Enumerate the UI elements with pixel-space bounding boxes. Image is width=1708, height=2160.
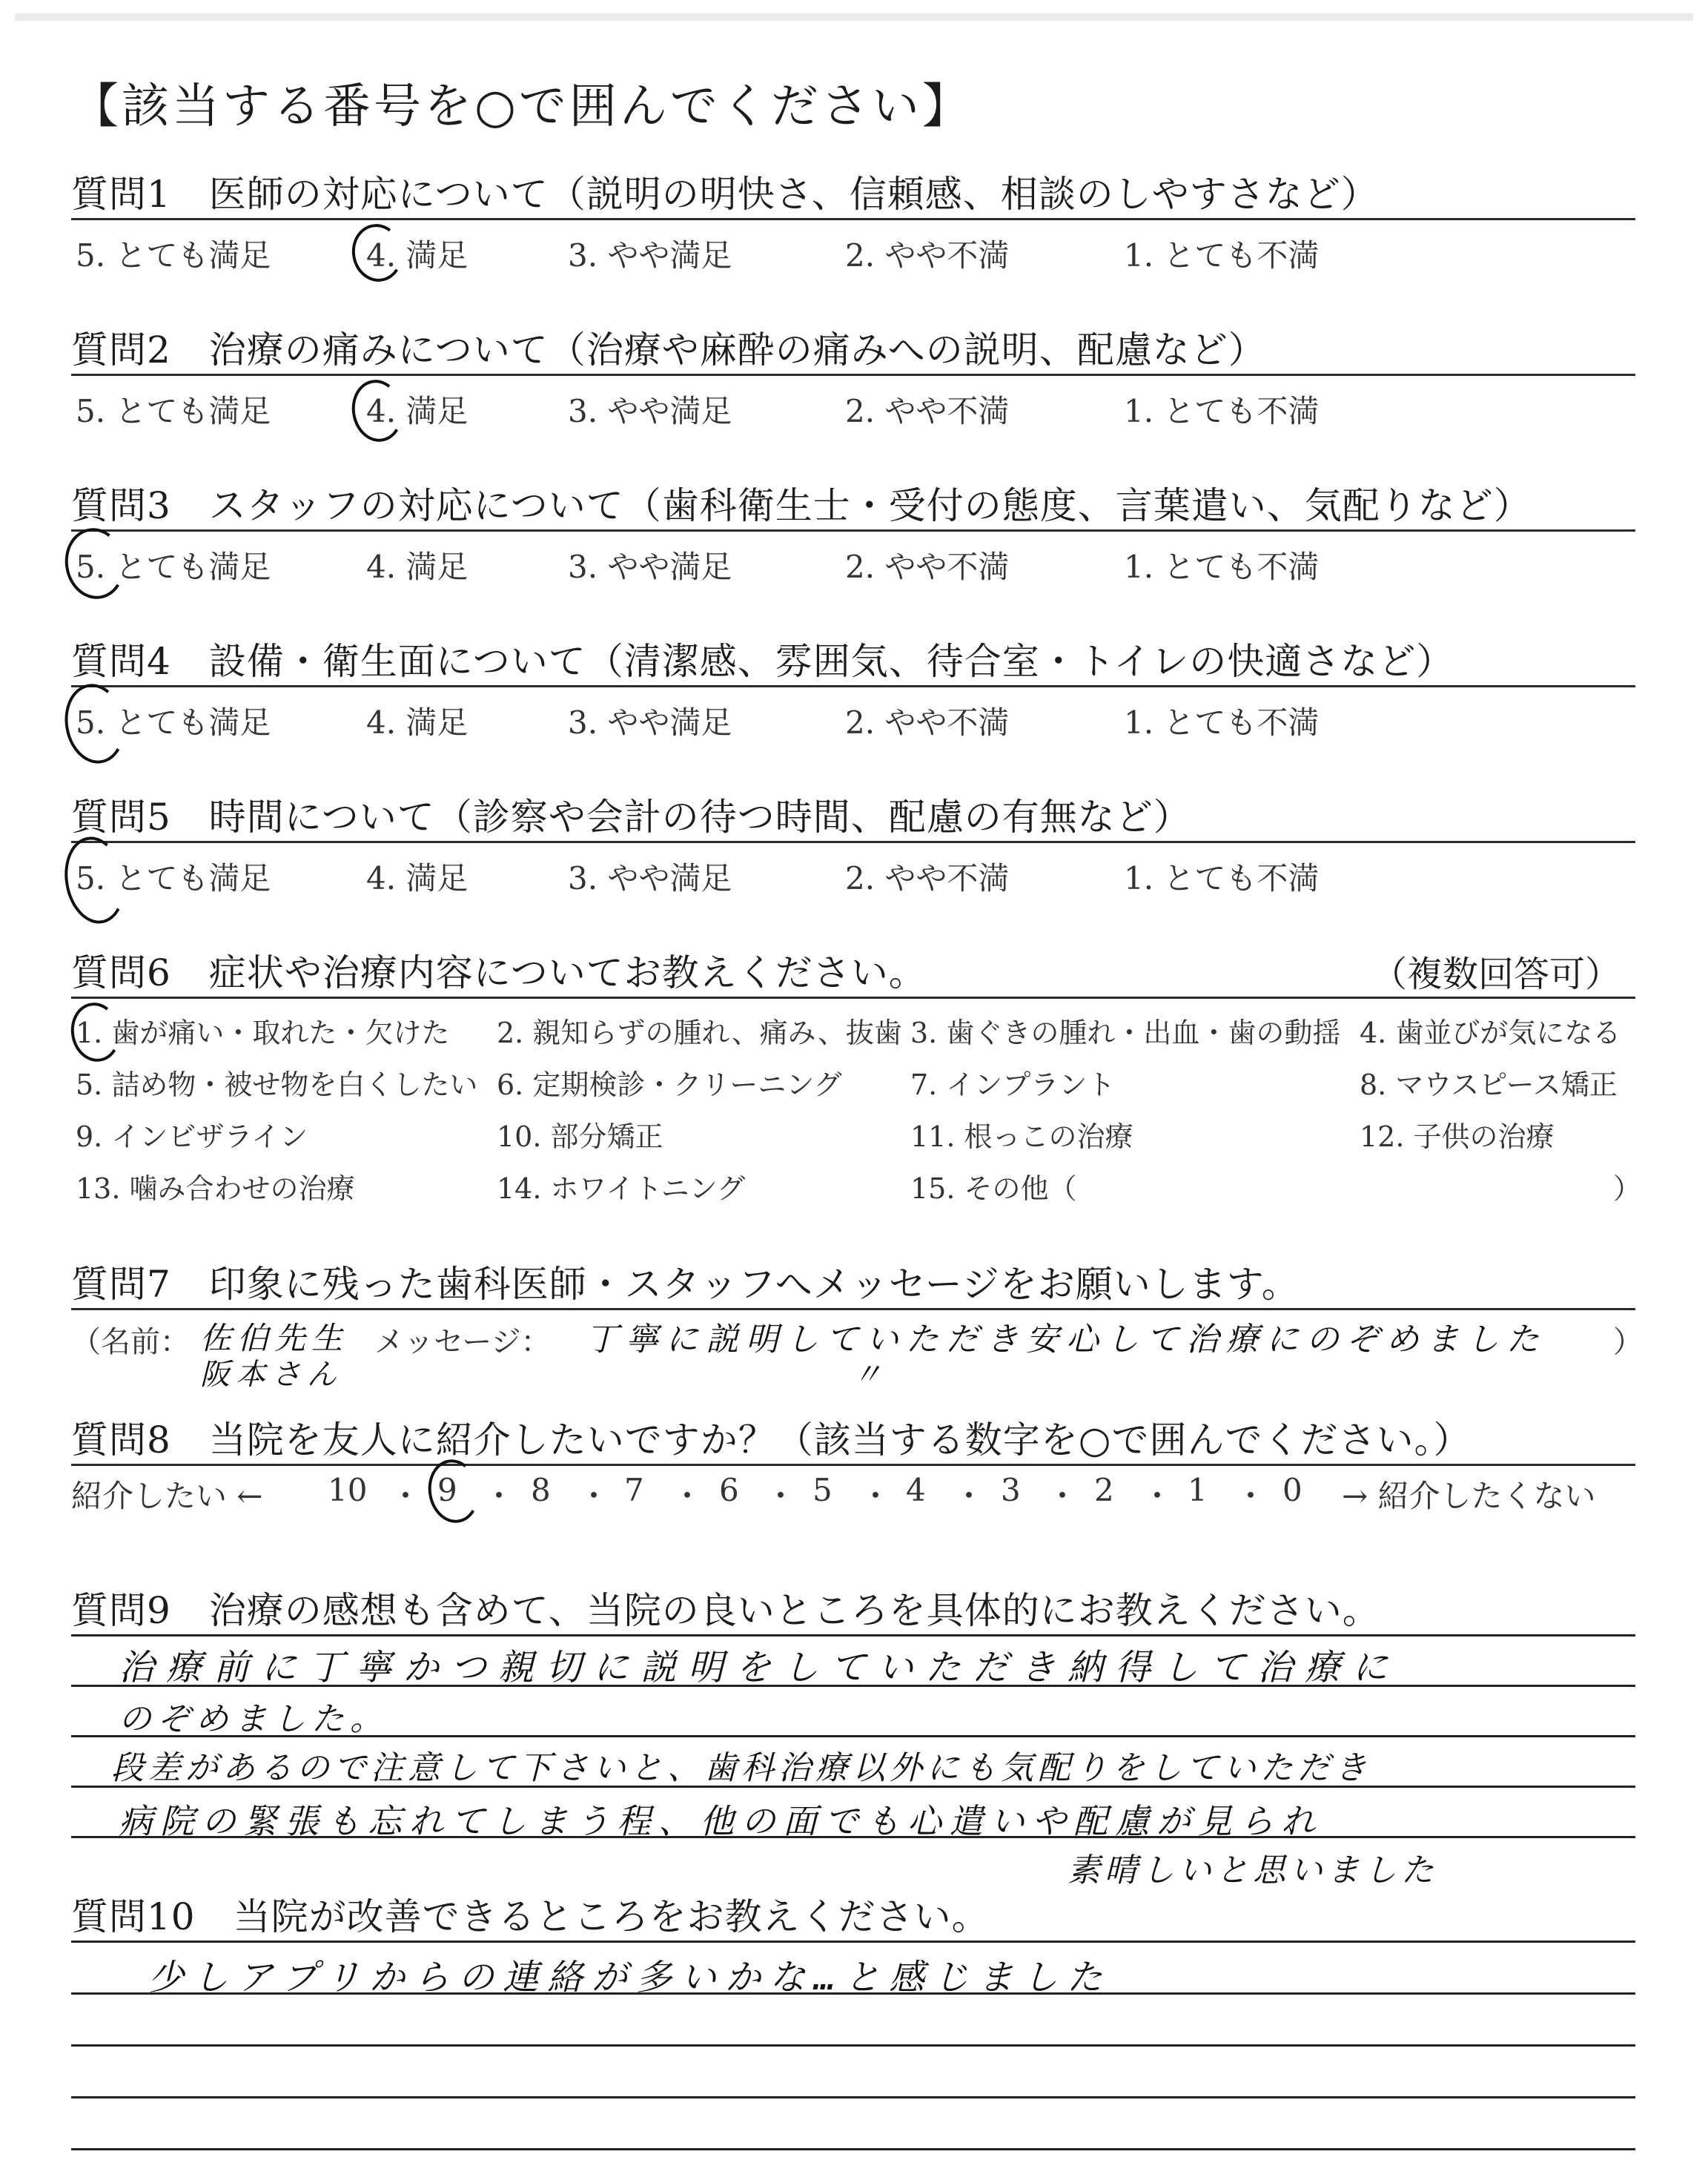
q8-scale-6[interactable]: 6 bbox=[719, 1472, 739, 1508]
q6-option-5[interactable]: 5. 詰め物・被せ物を白くしたい bbox=[76, 1069, 478, 1101]
q8-dot: ・ bbox=[765, 1478, 797, 1514]
q4-option-3[interactable]: 3. やや満足 bbox=[568, 704, 732, 741]
q8-dot: ・ bbox=[953, 1478, 985, 1514]
question-5-rule bbox=[71, 841, 1635, 843]
q8-selection-circle bbox=[423, 1456, 484, 1527]
question-6-note: （複数回答可） bbox=[1371, 954, 1621, 995]
q7-message-label: メッセージ： bbox=[374, 1325, 551, 1359]
q8-dot: ・ bbox=[860, 1478, 892, 1514]
question-9-title: 質問9 治療の感想も含めて、当院の良いところを具体的にお教えください。 bbox=[71, 1589, 1380, 1632]
q6-option-3[interactable]: 3. 歯ぐきの腫れ・出血・歯の動揺 bbox=[910, 1017, 1341, 1049]
q1-option-2[interactable]: 2. やや不満 bbox=[845, 237, 1010, 274]
q1-option-5[interactable]: 5. とても満足 bbox=[76, 237, 271, 274]
q2-option-2[interactable]: 2. やや不満 bbox=[845, 393, 1010, 429]
scan-top-edge bbox=[15, 13, 1693, 21]
q3-option-5[interactable]: 5. とても満足 bbox=[76, 549, 271, 585]
question-6-rule bbox=[71, 997, 1635, 999]
q9-line bbox=[71, 1634, 1635, 1636]
q3-option-4[interactable]: 4. 満足 bbox=[366, 549, 469, 585]
q6-option-4[interactable]: 4. 歯並びが気になる bbox=[1360, 1017, 1621, 1049]
q5-option-3[interactable]: 3. やや満足 bbox=[568, 860, 732, 896]
q4-option-1[interactable]: 1. とても不満 bbox=[1124, 704, 1320, 741]
q8-right-label: → 紹介したくない bbox=[1342, 1478, 1596, 1514]
question-2-rule bbox=[71, 374, 1635, 376]
q1-option-4[interactable]: 4. 満足 bbox=[366, 237, 469, 274]
question-8-rule bbox=[71, 1464, 1635, 1466]
q5-option-2[interactable]: 2. やや不満 bbox=[845, 860, 1010, 896]
q6-option-13[interactable]: 13. 噛み合わせの治療 bbox=[76, 1172, 355, 1205]
question-7-title: 質問7 印象に残った歯科医師・スタッフへメッセージをお願いします。 bbox=[71, 1263, 1300, 1306]
q2-option-1[interactable]: 1. とても不満 bbox=[1124, 393, 1320, 429]
q1-selection-circle bbox=[348, 220, 408, 286]
q9-handwritten-line-2: のぞめました。 bbox=[119, 1700, 388, 1738]
q8-scale-10[interactable]: 10 bbox=[328, 1472, 368, 1508]
q4-option-5[interactable]: 5. とても満足 bbox=[76, 704, 271, 741]
question-5-title: 質問5 時間について（診察や会計の待つ時間、配慮の有無など） bbox=[71, 796, 1191, 839]
q6-selection-circle bbox=[67, 999, 125, 1066]
q9-handwritten-line-5: 素晴しいと思いました bbox=[1068, 1852, 1438, 1889]
q5-option-5[interactable]: 5. とても満足 bbox=[76, 860, 271, 896]
q6-option-12[interactable]: 12. 子供の治療 bbox=[1360, 1120, 1555, 1153]
q10-handwritten: 少しアプリからの連絡が多いかな…と感じました bbox=[148, 1957, 1111, 1998]
q8-dot: ・ bbox=[1142, 1478, 1174, 1514]
q7-name-handwritten-1: 佐伯先生 bbox=[200, 1320, 349, 1356]
form-header: 【該当する番号を○で囲んでください】 bbox=[71, 79, 973, 134]
q6-option-11[interactable]: 11. 根っこの治療 bbox=[910, 1120, 1133, 1153]
q6-option-9[interactable]: 9. インビザライン bbox=[76, 1120, 308, 1153]
question-6-title: 質問6 症状や治療内容についてお教えください。 bbox=[71, 951, 927, 994]
question-4-rule bbox=[71, 685, 1635, 687]
q2-option-4[interactable]: 4. 満足 bbox=[366, 393, 469, 429]
q8-scale-7[interactable]: 7 bbox=[624, 1472, 644, 1508]
q6-option-2[interactable]: 2. 親知らずの腫れ、痛み、抜歯 bbox=[497, 1017, 902, 1049]
question-3-title: 質問3 スタッフの対応について（歯科衛生士・受付の態度、言葉遣い、気配りなど） bbox=[71, 484, 1532, 527]
q8-scale-2[interactable]: 2 bbox=[1094, 1472, 1114, 1508]
q8-scale-8[interactable]: 8 bbox=[531, 1472, 551, 1508]
q8-scale-3[interactable]: 3 bbox=[1001, 1472, 1021, 1508]
question-1-title: 質問1 医師の対応について（説明の明快さ、信頼感、相談のしやすさなど） bbox=[71, 173, 1379, 216]
q2-selection-circle bbox=[347, 376, 408, 446]
q8-dot: ・ bbox=[390, 1478, 422, 1514]
question-10-title: 質問10 当院が改善できるところをお教えください。 bbox=[71, 1895, 990, 1938]
q2-option-3[interactable]: 3. やや満足 bbox=[568, 393, 732, 429]
q7-message-handwritten: 丁寧に説明していただき安心して治療にのぞめました bbox=[586, 1321, 1546, 1358]
question-1-rule bbox=[71, 218, 1635, 220]
q9-handwritten-line-4: 病院の緊張も忘れてしまう程、他の面でも心遣いや配慮が見られ bbox=[119, 1801, 1323, 1841]
q7-name-handwritten-2: 阪本さん bbox=[200, 1358, 342, 1392]
q6-option-14[interactable]: 14. ホワイトニング bbox=[497, 1172, 746, 1205]
q5-selection-circle bbox=[58, 832, 131, 928]
q6-option-8[interactable]: 8. マウスピース矯正 bbox=[1360, 1069, 1618, 1101]
q7-name-label: （名前： bbox=[71, 1325, 190, 1359]
q7-ditto-mark: 〃 bbox=[853, 1358, 888, 1392]
q7-close-paren: ） bbox=[1613, 1325, 1643, 1359]
q3-option-3[interactable]: 3. やや満足 bbox=[568, 549, 732, 585]
q8-dot: ・ bbox=[672, 1478, 704, 1514]
q8-scale-9[interactable]: 9 bbox=[437, 1472, 457, 1508]
q10-line bbox=[71, 2096, 1635, 2098]
q9-handwritten-line-3: 段差があるので注意して下さいと、歯科治療以外にも気配りをしていただき bbox=[111, 1749, 1371, 1787]
q3-option-1[interactable]: 1. とても不満 bbox=[1124, 549, 1320, 585]
question-8-title: 質問8 当院を友人に紹介したいですか？（該当する数字を○で囲んでください。） bbox=[71, 1418, 1472, 1462]
q9-handwritten-line-1: 治療前に丁寧かつ親切に説明をしていただき納得して治療に bbox=[119, 1647, 1400, 1688]
q3-selection-circle bbox=[59, 524, 130, 604]
q10-line bbox=[71, 2044, 1635, 2047]
q6-option-10[interactable]: 10. 部分矯正 bbox=[497, 1120, 663, 1153]
q3-option-2[interactable]: 2. やや不満 bbox=[845, 549, 1010, 585]
q8-dot: ・ bbox=[578, 1478, 610, 1514]
q2-option-5[interactable]: 5. とても満足 bbox=[76, 393, 271, 429]
q8-dot: ・ bbox=[1235, 1478, 1267, 1514]
q1-option-3[interactable]: 3. やや満足 bbox=[568, 237, 732, 274]
q8-dot: ・ bbox=[1047, 1478, 1079, 1514]
q4-selection-circle bbox=[59, 679, 131, 768]
q1-option-1[interactable]: 1. とても不満 bbox=[1124, 237, 1320, 274]
q4-option-4[interactable]: 4. 満足 bbox=[366, 704, 469, 741]
q6-option-6[interactable]: 6. 定期検診・クリーニング bbox=[497, 1069, 842, 1101]
q6-option-15-close: ） bbox=[1613, 1172, 1642, 1205]
q8-scale-1[interactable]: 1 bbox=[1188, 1472, 1208, 1508]
q8-scale-5[interactable]: 5 bbox=[812, 1472, 833, 1508]
q10-line bbox=[71, 1941, 1635, 1943]
q6-option-15[interactable]: 15. その他（ bbox=[910, 1172, 1077, 1205]
question-2-title: 質問2 治療の痛みについて（治療や麻酔の痛みへの説明、配慮など） bbox=[71, 328, 1266, 371]
q6-option-1[interactable]: 1. 歯が痛い・取れた・欠けた bbox=[76, 1017, 450, 1049]
q6-option-7[interactable]: 7. インプラント bbox=[910, 1069, 1116, 1101]
question-4-title: 質問4 設備・衛生面について（清潔感、雰囲気、待合室・トイレの快適さなど） bbox=[71, 640, 1454, 683]
q8-dot: ・ bbox=[483, 1478, 515, 1514]
q8-left-label: 紹介したい ← bbox=[71, 1478, 263, 1514]
q5-option-1[interactable]: 1. とても不満 bbox=[1124, 860, 1320, 896]
question-3-rule bbox=[71, 529, 1635, 532]
q4-option-2[interactable]: 2. やや不満 bbox=[845, 704, 1010, 741]
q5-option-4[interactable]: 4. 満足 bbox=[366, 860, 469, 896]
q8-scale-4[interactable]: 4 bbox=[906, 1472, 926, 1508]
q10-line bbox=[71, 2148, 1635, 2150]
question-7-rule bbox=[71, 1308, 1635, 1310]
q8-scale-0[interactable]: 0 bbox=[1282, 1472, 1302, 1508]
